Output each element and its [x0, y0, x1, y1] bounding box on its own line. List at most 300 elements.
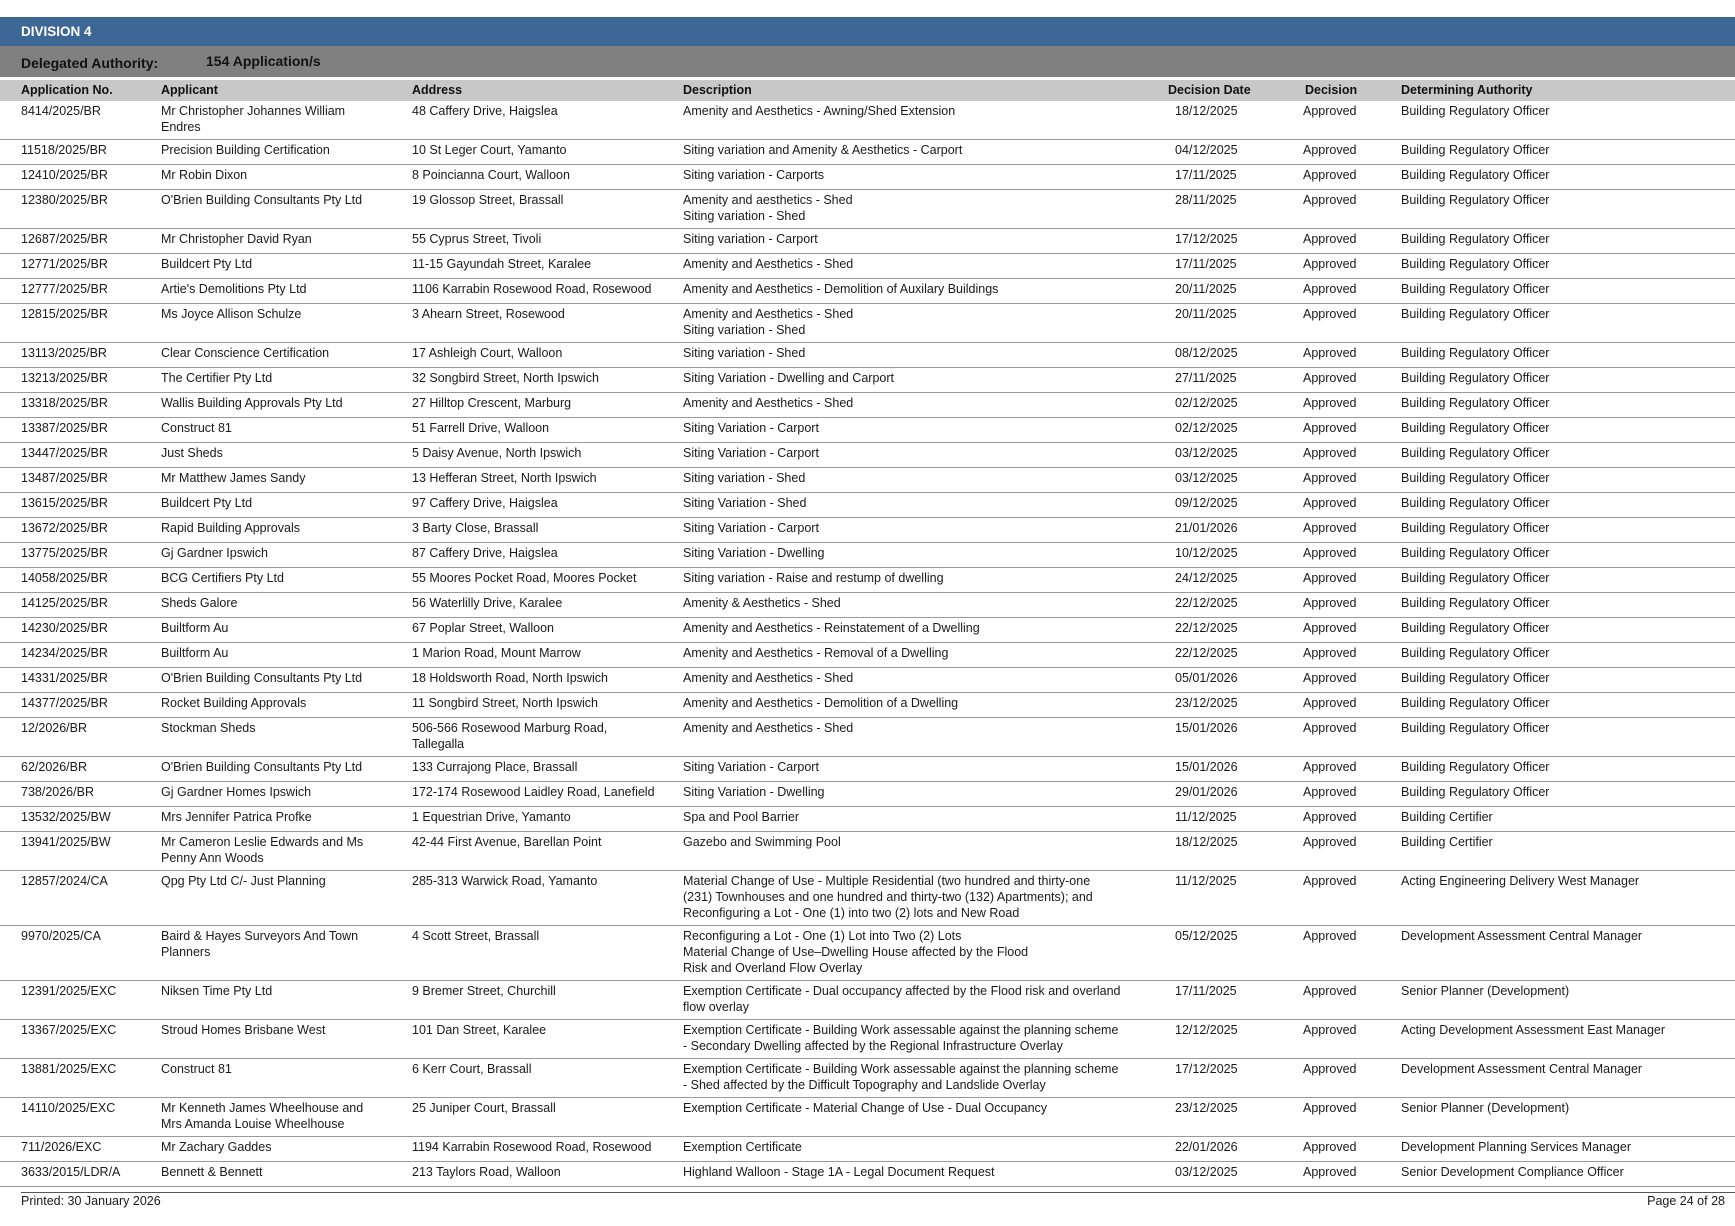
description: Exemption Certificate - Material Change of Use - Dual Occupancy	[683, 1101, 1048, 1115]
decision: Approved	[1303, 496, 1357, 510]
application-number: 13318/2025/BR	[21, 396, 108, 410]
description: Siting Variation - Carport	[683, 446, 819, 460]
address: 3 Barty Close, Brassall	[412, 521, 539, 535]
decision: Approved	[1303, 168, 1357, 182]
determining-authority: Building Regulatory Officer	[1401, 546, 1550, 560]
decision: Approved	[1303, 646, 1357, 660]
decision-date: 12/12/2025	[1175, 1023, 1238, 1037]
application-number: 14058/2025/BR	[21, 571, 108, 585]
applicant-name: Gj Gardner Ipswich	[161, 546, 268, 560]
applicant-name: O'Brien Building Consultants Pty Ltd	[161, 760, 363, 774]
description: Amenity and Aesthetics - Removal of a Dwelling	[683, 646, 949, 660]
application-number: 14230/2025/BR	[21, 621, 108, 635]
decision: Approved	[1303, 1101, 1357, 1115]
applicant-name: Mr Zachary Gaddes	[161, 1140, 272, 1154]
decision-date: 22/12/2025	[1175, 596, 1238, 610]
decision-date: 11/12/2025	[1175, 874, 1237, 888]
address: 1106 Karrabin Rosewood Road, Rosewood	[412, 282, 652, 296]
address: 51 Farrell Drive, Walloon	[412, 421, 550, 435]
determining-authority: Building Regulatory Officer	[1401, 521, 1550, 535]
decision-date: 23/12/2025	[1175, 696, 1238, 710]
description: Amenity and Aesthetics - Shed	[683, 671, 854, 685]
address: 19 Glossop Street, Brassall	[412, 193, 564, 207]
decision: Approved	[1303, 874, 1357, 888]
applicant-name: O'Brien Building Consultants Pty Ltd	[161, 193, 363, 207]
table-row	[0, 668, 1735, 693]
description: Highland Walloon - Stage 1A - Legal Document Request	[683, 1165, 995, 1179]
application-number: 14125/2025/BR	[21, 596, 108, 610]
applicant-name: Builtform Au	[161, 646, 229, 660]
decision: Approved	[1303, 760, 1357, 774]
applicant-name: Sheds Galore	[161, 596, 238, 610]
applicant-name: Mr Christopher Johannes William Endres	[161, 104, 346, 134]
decision: Approved	[1303, 621, 1357, 635]
description: Amenity and Aesthetics - Reinstatement of a Dwelling	[683, 621, 980, 635]
applicant-name: Construct 81	[161, 1062, 232, 1076]
decision: Approved	[1303, 546, 1357, 560]
determining-authority: Development Assessment Central Manager	[1401, 929, 1643, 943]
determining-authority: Building Regulatory Officer	[1401, 371, 1550, 385]
table-row	[0, 1137, 1735, 1162]
description: Amenity and Aesthetics - Demolition of Auxilary Buildings	[683, 282, 999, 296]
table-row	[0, 543, 1735, 568]
determining-authority: Building Regulatory Officer	[1401, 282, 1550, 296]
decision-date: 28/11/2025	[1175, 193, 1237, 207]
address: 97 Caffery Drive, Haigslea	[412, 496, 558, 510]
header-applicant: Applicant	[161, 83, 218, 97]
address: 4 Scott Street, Brassall	[412, 929, 540, 943]
decision: Approved	[1303, 1023, 1357, 1037]
decision-date: 24/12/2025	[1175, 571, 1238, 585]
determining-authority: Building Regulatory Officer	[1401, 104, 1550, 118]
decision-date: 23/12/2025	[1175, 1101, 1238, 1115]
header-decision-date: Decision Date	[1168, 83, 1251, 97]
table-row	[0, 618, 1735, 643]
address: 3 Ahearn Street, Rosewood	[412, 307, 565, 321]
decision-date: 22/12/2025	[1175, 646, 1238, 660]
applicant-name: Clear Conscience Certification	[161, 346, 330, 360]
application-number: 12391/2025/EXC	[21, 984, 117, 998]
determining-authority: Building Regulatory Officer	[1401, 421, 1550, 435]
decision-date: 18/12/2025	[1175, 104, 1238, 118]
address: 87 Caffery Drive, Haigslea	[412, 546, 558, 560]
decision: Approved	[1303, 257, 1357, 271]
application-number: 13213/2025/BR	[21, 371, 108, 385]
determining-authority: Building Regulatory Officer	[1401, 671, 1550, 685]
applicant-name: Baird & Hayes Surveyors And Town Planners	[161, 929, 359, 959]
application-number: 738/2026/BR	[21, 785, 94, 799]
table-row	[0, 101, 1735, 140]
description: Siting Variation - Dwelling	[683, 546, 825, 560]
decision-date: 05/12/2025	[1175, 929, 1238, 943]
table-row	[0, 368, 1735, 393]
description: Siting Variation - Shed	[683, 496, 807, 510]
determining-authority: Building Regulatory Officer	[1401, 721, 1550, 735]
delegated-authority-bar	[0, 46, 1735, 77]
determining-authority: Building Regulatory Officer	[1401, 168, 1550, 182]
description: Siting Variation - Dwelling and Carport	[683, 371, 894, 385]
application-number: 13672/2025/BR	[21, 521, 108, 535]
applicant-name: Mr Matthew James Sandy	[161, 471, 306, 485]
decision: Approved	[1303, 446, 1357, 460]
decision-date: 10/12/2025	[1175, 546, 1238, 560]
decision-date: 11/12/2025	[1175, 810, 1237, 824]
decision-date: 17/12/2025	[1175, 1062, 1238, 1076]
determining-authority: Acting Development Assessment East Manager	[1401, 1023, 1666, 1037]
application-number: 13775/2025/BR	[21, 546, 108, 560]
decision: Approved	[1303, 835, 1357, 849]
address: 32 Songbird Street, North Ipswich	[412, 371, 599, 385]
decision-date: 17/12/2025	[1175, 232, 1238, 246]
description: Exemption Certificate - Building Work assessable against the planning scheme - Shed affected by the Difficult Topography and Landslide Overlay	[683, 1062, 1119, 1092]
table-row	[0, 782, 1735, 807]
table-row	[0, 832, 1735, 871]
decision-date: 17/11/2025	[1175, 168, 1237, 182]
applicant-name: The Certifier Pty Ltd	[161, 371, 273, 385]
description: Amenity and Aesthetics - Demolition of a Dwelling	[683, 696, 959, 710]
table-row	[0, 1162, 1735, 1187]
applicant-name: Builtform Au	[161, 621, 229, 635]
application-number: 12687/2025/BR	[21, 232, 108, 246]
address: 101 Dan Street, Karalee	[412, 1023, 547, 1037]
decision-date: 20/11/2025	[1175, 282, 1237, 296]
table-row	[0, 518, 1735, 543]
table-row	[0, 1098, 1735, 1137]
table-row	[0, 693, 1735, 718]
decision: Approved	[1303, 346, 1357, 360]
application-number: 13532/2025/BW	[21, 810, 111, 824]
decision: Approved	[1303, 1165, 1357, 1179]
application-number: 12380/2025/BR	[21, 193, 108, 207]
delegated-authority-label: Delegated Authority:	[21, 55, 159, 71]
determining-authority: Building Regulatory Officer	[1401, 696, 1550, 710]
decision-date: 09/12/2025	[1175, 496, 1238, 510]
determining-authority: Building Regulatory Officer	[1401, 621, 1550, 635]
decision-date: 22/01/2026	[1175, 1140, 1238, 1154]
description: Siting Variation - Carport	[683, 760, 819, 774]
decision: Approved	[1303, 282, 1357, 296]
address: 8 Poincianna Court, Walloon	[412, 168, 570, 182]
decision: Approved	[1303, 193, 1357, 207]
table-row	[0, 229, 1735, 254]
applicant-name: O'Brien Building Consultants Pty Ltd	[161, 671, 363, 685]
table-header	[0, 80, 1735, 101]
determining-authority: Building Regulatory Officer	[1401, 396, 1550, 410]
decision-date: 15/01/2026	[1175, 721, 1238, 735]
decision: Approved	[1303, 1062, 1357, 1076]
decision-date: 20/11/2025	[1175, 307, 1237, 321]
table-row	[0, 393, 1735, 418]
determining-authority: Building Certifier	[1401, 835, 1493, 849]
description: Siting variation - Raise and restump of dwelling	[683, 571, 944, 585]
decision: Approved	[1303, 810, 1357, 824]
description: Spa and Pool Barrier	[683, 810, 800, 824]
decision-date: 21/01/2026	[1175, 521, 1238, 535]
application-number: 13941/2025/BW	[21, 835, 111, 849]
decision: Approved	[1303, 143, 1357, 157]
application-number: 13447/2025/BR	[21, 446, 108, 460]
applicant-name: Ms Joyce Allison Schulze	[161, 307, 302, 321]
description: Siting variation - Shed	[683, 346, 806, 360]
table-row	[0, 1059, 1735, 1098]
description: Siting variation and Amenity & Aesthetics - Carport	[683, 143, 963, 157]
description: Exemption Certificate - Building Work assessable against the planning scheme - Secondary Dwelling affected by the Regional Infrastructure Overlay	[683, 1023, 1119, 1053]
determining-authority: Development Planning Services Manager	[1401, 1140, 1631, 1154]
application-number: 13615/2025/BR	[21, 496, 108, 510]
table-row	[0, 443, 1735, 468]
applicant-name: BCG Certifiers Pty Ltd	[161, 571, 284, 585]
applications-table	[0, 101, 1735, 1187]
address: 27 Hilltop Crescent, Marburg	[412, 396, 572, 410]
table-row	[0, 468, 1735, 493]
application-number: 9970/2025/CA	[21, 929, 101, 943]
determining-authority: Building Regulatory Officer	[1401, 446, 1550, 460]
determining-authority: Senior Planner (Development)	[1401, 1101, 1570, 1115]
decision: Approved	[1303, 396, 1357, 410]
description: Amenity and aesthetics - Shed Siting variation - Shed	[683, 193, 853, 223]
decision-date: 04/12/2025	[1175, 143, 1238, 157]
table-row	[0, 493, 1735, 518]
determining-authority: Development Assessment Central Manager	[1401, 1062, 1643, 1076]
header-description: Description	[683, 83, 752, 97]
address: 9 Bremer Street, Churchill	[412, 984, 556, 998]
determining-authority: Building Regulatory Officer	[1401, 646, 1550, 660]
address: 67 Poplar Street, Walloon	[412, 621, 554, 635]
decision: Approved	[1303, 984, 1357, 998]
description: Siting Variation - Carport	[683, 521, 819, 535]
address: 10 St Leger Court, Yamanto	[412, 143, 567, 157]
applicant-name: Mr Robin Dixon	[161, 168, 248, 182]
decision-date: 15/01/2026	[1175, 760, 1238, 774]
description: Amenity and Aesthetics - Shed	[683, 257, 854, 271]
division-header	[0, 17, 1735, 46]
description: Exemption Certificate	[683, 1140, 802, 1154]
table-row	[0, 279, 1735, 304]
application-number: 13367/2025/EXC	[21, 1023, 117, 1037]
description: Amenity and Aesthetics - Shed	[683, 721, 854, 735]
determining-authority: Building Regulatory Officer	[1401, 307, 1550, 321]
application-number: 11518/2025/BR	[21, 143, 107, 157]
applicant-name: Construct 81	[161, 421, 232, 435]
applicant-name: Bennett & Bennett	[161, 1165, 263, 1179]
application-number: 14234/2025/BR	[21, 646, 108, 660]
applicant-name: Stroud Homes Brisbane West	[161, 1023, 326, 1037]
applicant-name: Just Sheds	[161, 446, 223, 460]
decision: Approved	[1303, 785, 1357, 799]
determining-authority: Building Regulatory Officer	[1401, 143, 1550, 157]
decision-date: 17/11/2025	[1175, 984, 1237, 998]
applicant-name: Precision Building Certification	[161, 143, 330, 157]
address: 506-566 Rosewood Marburg Road, Tallegalla	[412, 721, 608, 751]
decision-date: 03/12/2025	[1175, 446, 1238, 460]
determining-authority: Senior Planner (Development)	[1401, 984, 1570, 998]
table-row	[0, 418, 1735, 443]
address: 6 Kerr Court, Brassall	[412, 1062, 532, 1076]
table-row	[0, 165, 1735, 190]
determining-authority: Building Regulatory Officer	[1401, 596, 1550, 610]
decision: Approved	[1303, 721, 1357, 735]
determining-authority: Building Certifier	[1401, 810, 1493, 824]
determining-authority: Building Regulatory Officer	[1401, 471, 1550, 485]
address: 18 Holdsworth Road, North Ipswich	[412, 671, 608, 685]
address: 285-313 Warwick Road, Yamanto	[412, 874, 598, 888]
table-row	[0, 981, 1735, 1020]
determining-authority: Building Regulatory Officer	[1401, 785, 1550, 799]
applicant-name: Buildcert Pty Ltd	[161, 257, 253, 271]
decision: Approved	[1303, 671, 1357, 685]
applicant-name: Qpg Pty Ltd C/- Just Planning	[161, 874, 326, 888]
decision-date: 03/12/2025	[1175, 471, 1238, 485]
applicant-name: Rapid Building Approvals	[161, 521, 300, 535]
table-row	[0, 593, 1735, 618]
decision-date: 05/01/2026	[1175, 671, 1238, 685]
applicant-name: Rocket Building Approvals	[161, 696, 307, 710]
address: 17 Ashleigh Court, Walloon	[412, 346, 563, 360]
determining-authority: Senior Development Compliance Officer	[1401, 1165, 1624, 1179]
application-number: 13387/2025/BR	[21, 421, 108, 435]
determining-authority: Building Regulatory Officer	[1401, 496, 1550, 510]
decision: Approved	[1303, 104, 1357, 118]
applicant-name: Mrs Jennifer Patrica Profke	[161, 810, 312, 824]
decision-date: 02/12/2025	[1175, 421, 1238, 435]
table-row	[0, 718, 1735, 757]
table-row	[0, 343, 1735, 368]
table-row	[0, 254, 1735, 279]
application-number: 12771/2025/BR	[21, 257, 108, 271]
address: 11 Songbird Street, North Ipswich	[412, 696, 598, 710]
decision: Approved	[1303, 929, 1357, 943]
decision-date: 03/12/2025	[1175, 1165, 1238, 1179]
table-row	[0, 871, 1735, 926]
description: Siting variation - Shed	[683, 471, 806, 485]
address: 56 Waterlilly Drive, Karalee	[412, 596, 563, 610]
application-number: 14331/2025/BR	[21, 671, 108, 685]
applicant-name: Mr Kenneth James Wheelhouse and Mrs Amanda Louise Wheelhouse	[161, 1101, 364, 1131]
printed-date: Printed: 30 January 2026	[21, 1194, 161, 1208]
determining-authority: Building Regulatory Officer	[1401, 571, 1550, 585]
header-decision: Decision	[1305, 83, 1358, 97]
description: Amenity and Aesthetics - Shed	[683, 396, 854, 410]
applicant-name: Buildcert Pty Ltd	[161, 496, 253, 510]
address: 25 Juniper Court, Brassall	[412, 1101, 556, 1115]
application-number: 12857/2024/CA	[21, 874, 108, 888]
decision: Approved	[1303, 696, 1357, 710]
applicant-name: Niksen Time Pty Ltd	[161, 984, 273, 998]
decision-date: 08/12/2025	[1175, 346, 1238, 360]
description: Siting variation - Carports	[683, 168, 825, 182]
application-number: 12815/2025/BR	[21, 307, 108, 321]
application-number: 13113/2025/BR	[21, 346, 107, 360]
application-number: 14377/2025/BR	[21, 696, 108, 710]
application-number: 13487/2025/BR	[21, 471, 108, 485]
description: Amenity and Aesthetics - Awning/Shed Extension	[683, 104, 956, 118]
applicant-name: Stockman Sheds	[161, 721, 256, 735]
address: 13 Hefferan Street, North Ipswich	[412, 471, 597, 485]
address: 1 Marion Road, Mount Marrow	[412, 646, 581, 660]
application-number: 14110/2025/EXC	[21, 1101, 116, 1115]
header-address: Address	[412, 83, 463, 97]
determining-authority: Building Regulatory Officer	[1401, 760, 1550, 774]
decision-date: 02/12/2025	[1175, 396, 1238, 410]
description: Gazebo and Swimming Pool	[683, 835, 841, 849]
address: 5 Daisy Avenue, North Ipswich	[412, 446, 582, 460]
address: 11-15 Gayundah Street, Karalee	[412, 257, 592, 271]
applicant-name: Mr Cameron Leslie Edwards and Ms Penny Ann Woods	[161, 835, 364, 865]
decision: Approved	[1303, 1140, 1357, 1154]
application-number: 12777/2025/BR	[21, 282, 108, 296]
application-number: 62/2026/BR	[21, 760, 88, 774]
table-row	[0, 757, 1735, 782]
application-number: 3633/2015/LDR/A	[21, 1165, 121, 1179]
applicant-name: Wallis Building Approvals Pty Ltd	[161, 396, 343, 410]
description: Exemption Certificate - Dual occupancy affected by the Flood risk and overland flow overlay	[683, 984, 1121, 1014]
table-row	[0, 304, 1735, 343]
determining-authority: Building Regulatory Officer	[1401, 346, 1550, 360]
decision: Approved	[1303, 371, 1357, 385]
decision-date: 18/12/2025	[1175, 835, 1238, 849]
determining-authority: Building Regulatory Officer	[1401, 232, 1550, 246]
decision-date: 27/11/2025	[1175, 371, 1237, 385]
address: 1 Equestrian Drive, Yamanto	[412, 810, 571, 824]
application-number: 12410/2025/BR	[21, 168, 108, 182]
table-row	[0, 643, 1735, 668]
header-application-no: Application No.	[21, 83, 113, 97]
decision: Approved	[1303, 471, 1357, 485]
decision: Approved	[1303, 421, 1357, 435]
address: 48 Caffery Drive, Haigslea	[412, 104, 558, 118]
header-determining-authority: Determining Authority	[1401, 83, 1533, 97]
decision: Approved	[1303, 307, 1357, 321]
application-number: 12/2026/BR	[21, 721, 88, 735]
table-row	[0, 1020, 1735, 1059]
address: 55 Cyprus Street, Tivoli	[412, 232, 542, 246]
description: Reconfiguring a Lot - One (1) Lot into Two (2) Lots Material Change of Use–Dwelling House affected by the Flood Risk and Overland Flow Overlay	[683, 929, 1029, 975]
description: Siting variation - Carport	[683, 232, 818, 246]
description: Siting Variation - Carport	[683, 421, 819, 435]
decision-date: 29/01/2026	[1175, 785, 1238, 799]
applicant-name: Gj Gardner Homes Ipswich	[161, 785, 312, 799]
decision: Approved	[1303, 232, 1357, 246]
decision: Approved	[1303, 596, 1357, 610]
description: Amenity and Aesthetics - Shed Siting variation - Shed	[683, 307, 854, 337]
table-row	[0, 190, 1735, 229]
division-title: DIVISION 4	[21, 24, 92, 39]
page-number: Page 24 of 28	[1647, 1194, 1725, 1208]
decision: Approved	[1303, 521, 1357, 535]
table-row	[0, 807, 1735, 832]
decision-date: 17/11/2025	[1175, 257, 1237, 271]
decision: Approved	[1303, 571, 1357, 585]
address: 55 Moores Pocket Road, Moores Pocket	[412, 571, 637, 585]
description: Amenity & Aesthetics - Shed	[683, 596, 841, 610]
address: 172-174 Rosewood Laidley Road, Lanefield	[412, 785, 655, 799]
determining-authority: Building Regulatory Officer	[1401, 257, 1550, 271]
application-number: 13881/2025/EXC	[21, 1062, 117, 1076]
table-row	[0, 926, 1735, 981]
description: Material Change of Use - Multiple Residential (two hundred and thirty-one (231) Townhouses and one hundred and thirty-two (132) Apartments); and Reconfiguring a Lot - One (1) into two (2) lots and New Road	[683, 874, 1093, 920]
address: 1194 Karrabin Rosewood Road, Rosewood	[412, 1140, 652, 1154]
applicant-name: Mr Christopher David Ryan	[161, 232, 312, 246]
address: 213 Taylors Road, Walloon	[412, 1165, 561, 1179]
applicant-name: Artie's Demolitions Pty Ltd	[161, 282, 307, 296]
application-count: 154 Application/s	[206, 53, 321, 69]
decision-date: 22/12/2025	[1175, 621, 1238, 635]
footer-divider	[21, 1192, 1735, 1193]
description: Siting Variation - Dwelling	[683, 785, 825, 799]
table-row	[0, 140, 1735, 165]
table-row	[0, 568, 1735, 593]
determining-authority: Acting Engineering Delivery West Manager	[1401, 874, 1640, 888]
